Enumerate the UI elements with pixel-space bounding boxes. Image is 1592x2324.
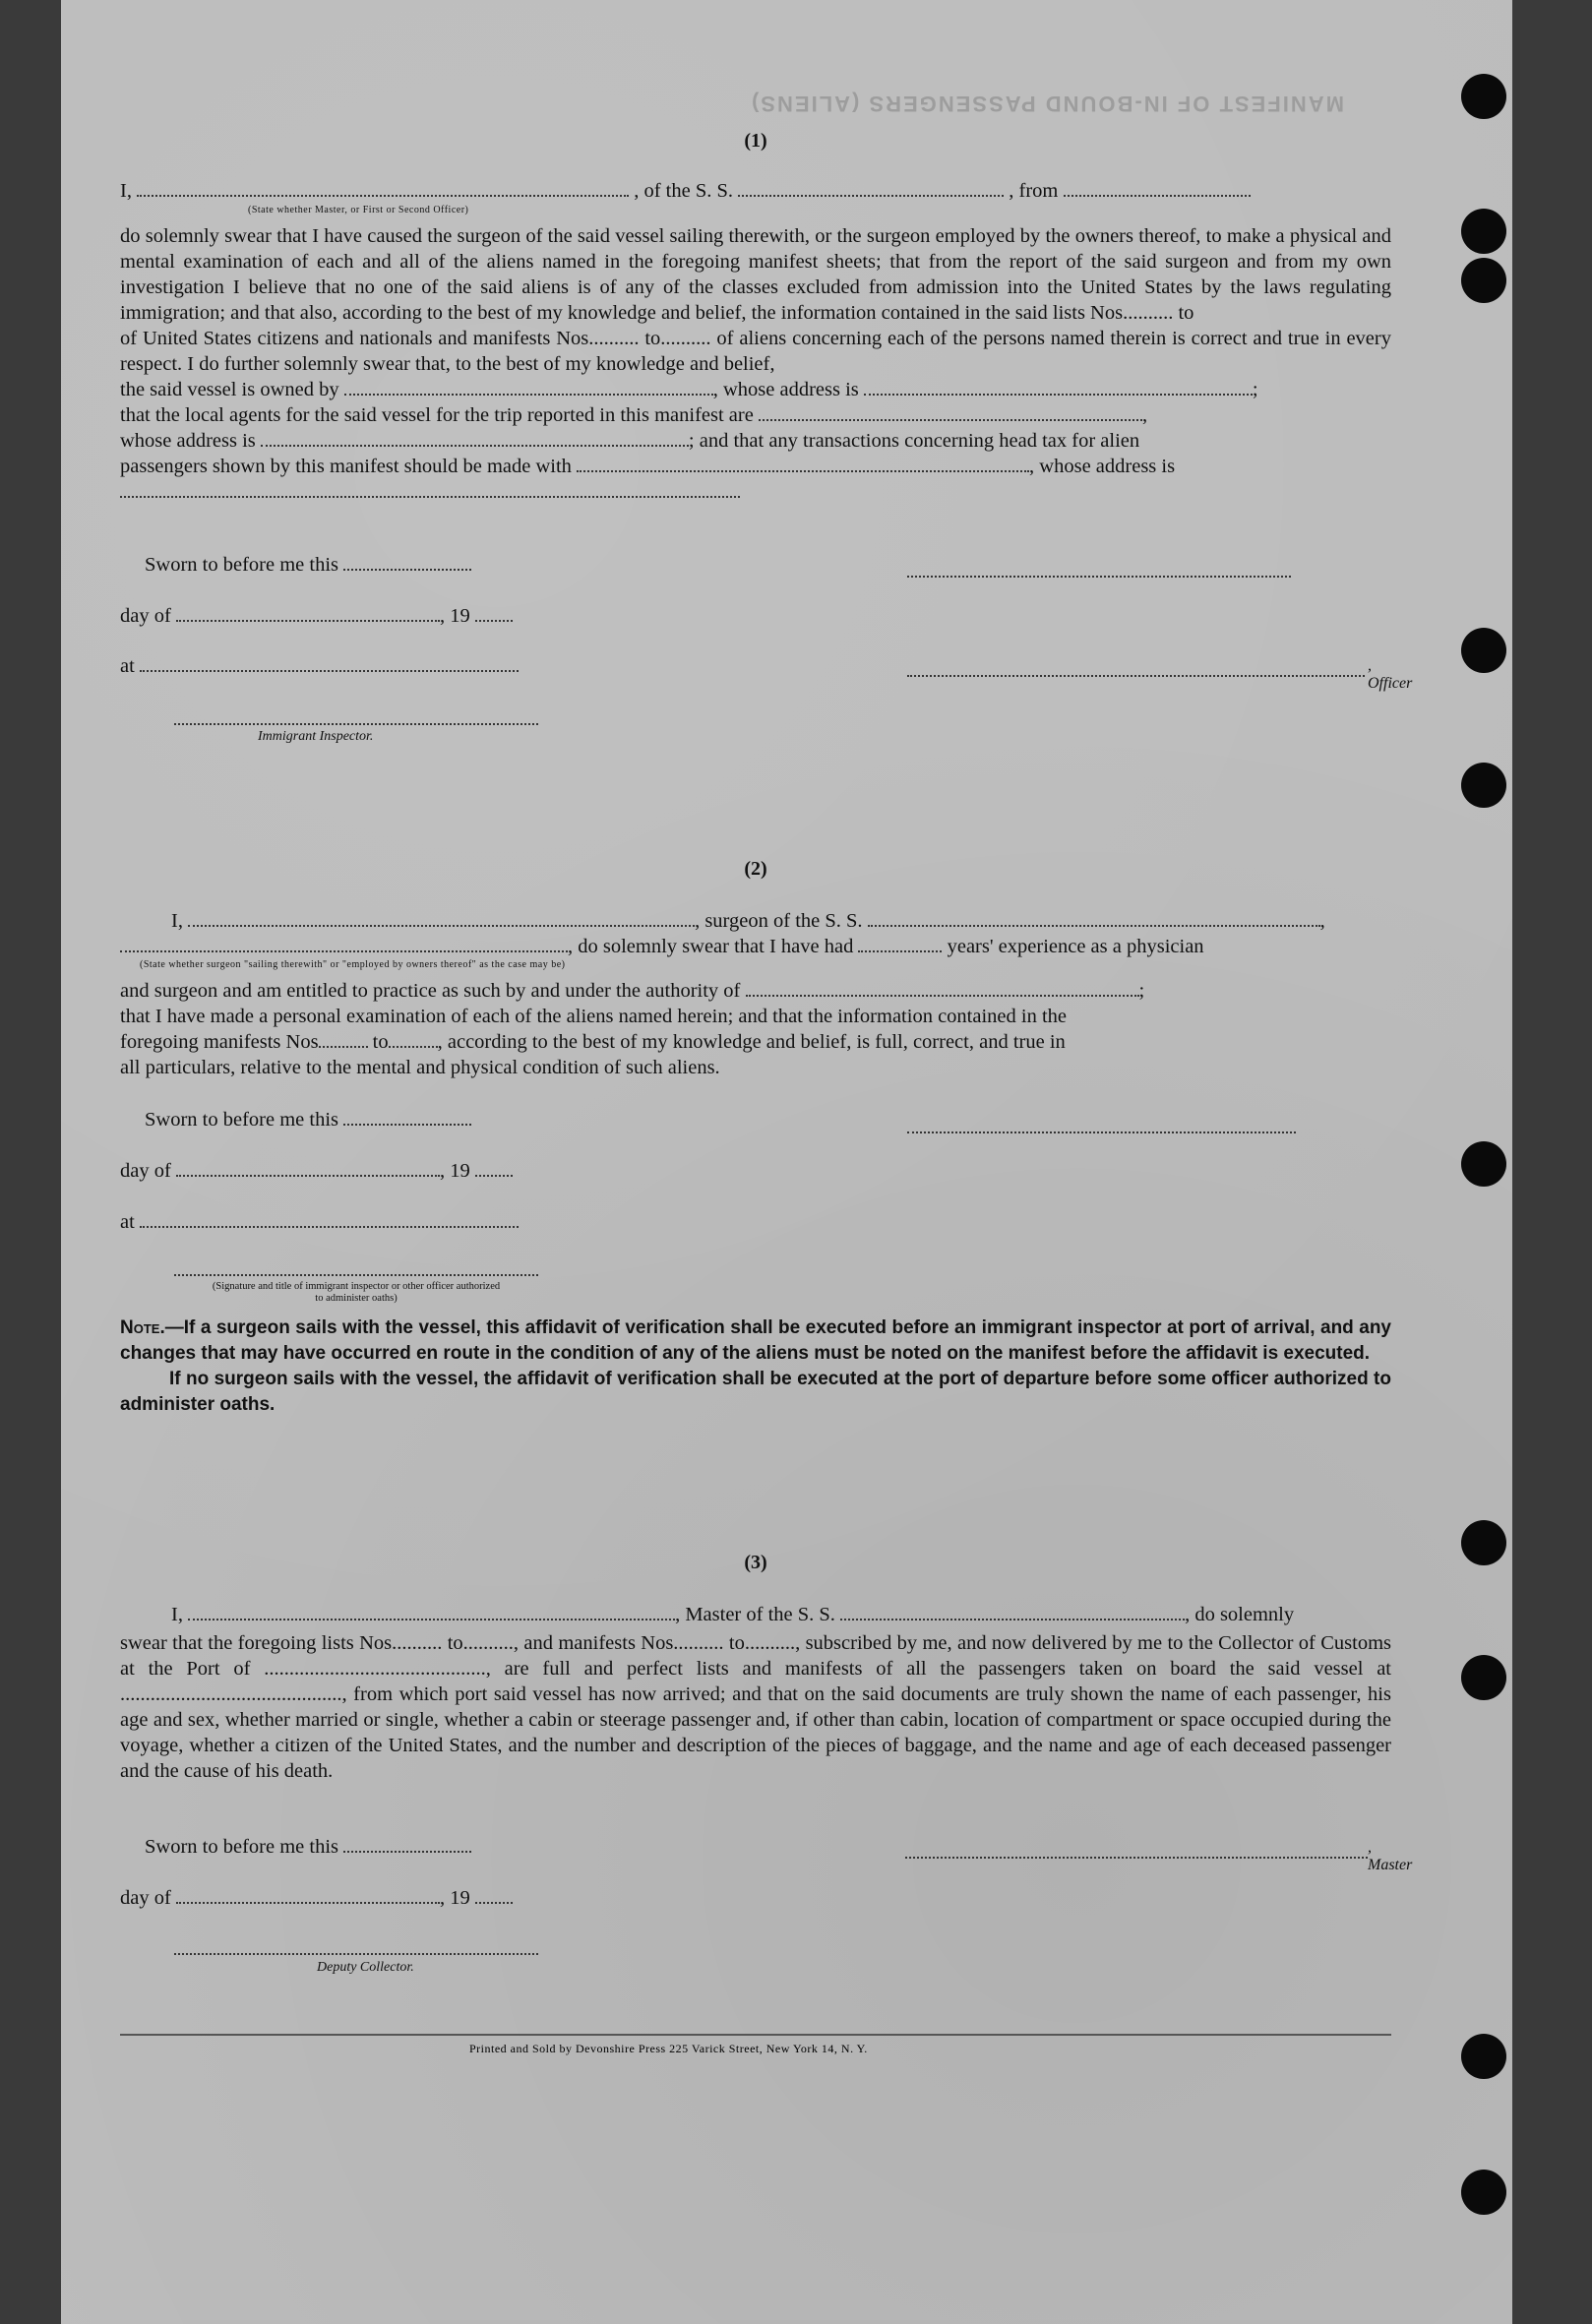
master-label: , Master [1368,1839,1413,1873]
headtax-label: ; and that any transactions concerning head tax for alien [688,430,1140,452]
authority-line: and surgeon and am entitled to practice as such by and under the authority of ; [120,980,1145,1002]
day-label: day of [120,1160,171,1182]
footer-rule [120,2034,1391,2036]
master-ship-field[interactable] [840,1603,1185,1621]
year-field[interactable] [475,1886,513,1904]
whose-line [120,428,1391,454]
sworn-day-field[interactable] [343,553,471,571]
day-label: day of [120,1887,171,1909]
sworn-line [145,1108,471,1131]
manifests-label: foregoing manifests Nos [120,1031,319,1053]
label-i: I, [171,910,183,932]
owned-label: the said vessel is owned by [120,379,339,400]
day-label: day of [120,605,171,627]
at-label: at [120,1211,135,1233]
punch-hole [1461,1520,1506,1565]
owner-address-label: , whose address is [712,379,859,400]
section-number: (3) [744,1552,767,1573]
master-name-field[interactable] [188,1603,675,1621]
surgeon-line-2 [120,935,1204,958]
bleed-through-header: MANIFEST OF IN-BOUND PASSENGERS (ALIENS) [750,92,1344,116]
party-address-label: , whose address is [1029,456,1176,477]
whose-label: whose address is [120,430,256,452]
section-number: (2) [744,858,767,880]
signature-caption: (Signature and title of immigrant inspector or other officer authorized to administer oaths) [212,1281,501,1304]
at-field[interactable] [140,654,519,672]
surgeon-caption: (State whether surgeon "sailing therewith" or "employed by owners thereof" as the case may be) [140,959,566,970]
day-line [120,1159,513,1183]
ship-name-field[interactable] [738,179,1004,197]
sworn-line [145,1835,471,1859]
year-label: , 19 [439,605,470,627]
address-line [120,479,1391,505]
surgeon-line-1: I, , surgeon of the S. S. , [171,910,1325,932]
day-line [120,604,513,628]
surgeon-paragraph [120,978,1391,1080]
sworn-label: Sworn to before me this [145,554,338,576]
owned-line: the said vessel is owned by , whose address is ; [120,379,1258,400]
at-line [120,654,519,678]
label-i: I, [171,1604,183,1625]
master-paragraph: swear that the foregoing lists Nos.......... to.........., and manifests Nos.......... to.........., subscribed by me, and now delivered by me to the Collector of Customs at the Port of ............................................, are full and perfect lists and manifests of all the passengers taken on board the said vessel at ............................................, from which port said vessel has now arrived; and that on the said documents are truly shown the name of each passenger, his age and sex, whether married or single, whether a cabin or steerage passenger and, if other than cabin, location of compartment or space occupied during the voyage, whether a citizen of the United States, and the number and description of the pieces of baggage, and the name and age of each deceased passenger and the cause of his death. [120,1632,1391,1782]
section-1 [120,128,1413,758]
signature-line[interactable] [907,576,1291,578]
section-3 [120,1550,1413,1992]
note-text-1: —If a surgeon sails with the vessel, this affidavit of verification shall be executed before an immigrant inspector at port of arrival, and any changes that may have occurred en route in the condition of any of the aliens must be noted on the manifest before the affidavit is executed. [120,1317,1391,1364]
surgeon-name-field[interactable] [188,909,695,927]
punch-hole [1461,628,1506,673]
condition-line: all particulars, relative to the mental and physical condition of such aliens. [120,1057,720,1078]
day-field[interactable] [176,604,440,622]
punch-hole [1461,209,1506,254]
surgeon-ship-field[interactable] [868,909,1320,927]
agents-label: that the local agents for the said vessel for the trip reported in this manifest are [120,404,754,426]
sworn-day-field[interactable] [343,1108,471,1126]
at-field[interactable] [140,1210,519,1228]
label-solemnly: , do solemnly swear that I have had [568,936,854,957]
day-line [120,1886,513,1910]
sworn-line [145,553,471,577]
label-from: , from [1009,180,1059,202]
sworn-label: Sworn to before me this [145,1109,338,1131]
label-do-solemnly: , do solemnly [1185,1604,1295,1625]
manifests-line [120,1029,1391,1055]
manifest-from-field[interactable] [319,1030,368,1048]
label-years: years' experience as a physician [947,936,1204,957]
day-field[interactable] [176,1886,440,1904]
punch-hole [1461,763,1506,808]
note-heading: Note. [120,1317,165,1338]
officer-label: , Officer [1368,657,1413,692]
at-line [120,1210,519,1234]
years-field[interactable] [858,935,942,952]
label-ship: , of the S. S. [634,180,734,202]
port-from-field[interactable] [1064,179,1251,197]
collector-caption: Deputy Collector. [317,1960,414,1975]
passengers-line [120,454,1391,479]
surgeon-signature-line[interactable] [907,1131,1296,1133]
owner-field[interactable] [344,378,713,396]
inspector-signature-line[interactable] [174,1274,538,1276]
authority-label: and surgeon and am entitled to practice as such by and under the authority of [120,980,741,1002]
officer-signature-line[interactable] [907,675,1365,677]
punch-hole [1461,2034,1506,2079]
oath-paragraph [120,223,1391,505]
punch-hole [1461,258,1506,303]
note-paragraph-1 [120,1315,1391,1367]
section-number: (1) [744,130,767,152]
sworn-day-field[interactable] [343,1835,471,1853]
punch-hole [1461,2170,1506,2215]
exam-line: that I have made a personal examination of each of the aliens named herein; and that the information contained in the [120,1006,1067,1027]
at-label: at [120,655,135,677]
label-surgeon-ship: , surgeon of the S. S. [695,910,863,932]
note-block [120,1315,1391,1418]
year-label: , 19 [439,1887,470,1909]
punch-hole [1461,1655,1506,1700]
party-address-field[interactable] [120,480,740,498]
knowledge-label: , according to the best of my knowledge and belief, is full, correct, and true in [437,1031,1066,1053]
punch-hole [1461,74,1506,119]
passengers-label: passengers shown by this manifest should be made with [120,456,572,477]
officer-line [120,179,1391,203]
sworn-label: Sworn to before me this [145,1836,338,1858]
master-signature-line[interactable] [905,1857,1368,1859]
label-i: I, [120,180,132,202]
authority-field[interactable] [746,979,1139,997]
collector-signature-line[interactable] [174,1953,538,1955]
officer-caption: (State whether Master, or First or Second Officer) [248,205,469,215]
master-line-1 [171,1603,1294,1626]
day-field[interactable] [176,1159,440,1177]
oath-text-2: of United States citizens and nationals and manifests Nos.......... to.......... of aliens concerning each of the persons named therein is correct and true in every respect. I do further solemnly swear that, to the best of my knowledge and belief, [120,328,1391,375]
year-field[interactable] [475,1159,513,1177]
agents-address-field[interactable] [261,429,689,447]
agents-field[interactable] [759,403,1142,421]
form-page [61,0,1512,2324]
section-2 [120,856,1391,1309]
oath-text-1: do solemnly swear that I have caused the surgeon of the said vessel sailing therewith, or the surgeon employed by the owners thereof, to make a physical and mental examination of each and all of the aliens named in the foregoing manifest sheets; that from the report of the said surgeon and from my own investigation I believe that no one of the said aliens is of any of the classes excluded from admission into the United States by the laws regulating immigration; and that also, according to the best of my knowledge and belief, the information contained in the said lists Nos.......... to [120,225,1391,324]
owner-address-field[interactable] [864,378,1253,396]
agents-line: that the local agents for the said vessel for the trip reported in this manifest are , [120,404,1148,426]
headtax-party-field[interactable] [577,455,1029,472]
printer-line: Printed and Sold by Devonshire Press 225 Varick Street, New York 14, N. Y. [469,2042,868,2055]
inspector-signature-line[interactable] [174,723,538,725]
label-master-ship: , Master of the S. S. [675,1604,835,1625]
year-label: , 19 [439,1160,470,1182]
year-field[interactable] [475,604,513,622]
punch-hole [1461,1141,1506,1187]
surgeon-status-field[interactable] [120,935,568,952]
note-paragraph-2: If no surgeon sails with the vessel, the affidavit of verification shall be executed at the port of departure before some officer authorized to administer oaths. [120,1369,1391,1415]
inspector-caption: Immigrant Inspector. [258,729,374,744]
to-label: to [372,1031,389,1053]
officer-name-field[interactable] [137,179,629,197]
manifest-to-field[interactable] [389,1030,438,1048]
